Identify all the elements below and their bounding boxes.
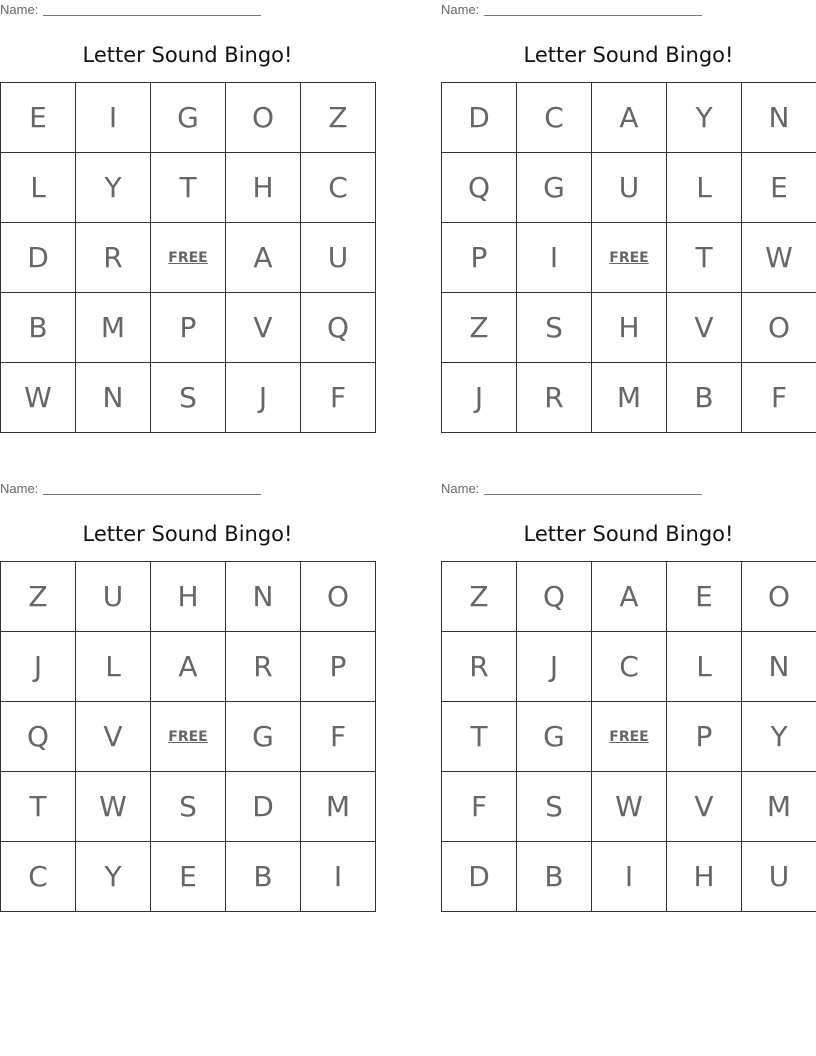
- grid-row: [442, 83, 816, 153]
- grid-row: [1, 153, 376, 223]
- grid-row: [442, 293, 816, 363]
- letter-cell[interactable]: M: [76, 293, 151, 363]
- letter-cell[interactable]: B: [226, 842, 301, 912]
- card-title: [441, 22, 816, 82]
- letter-cell[interactable]: P: [667, 702, 742, 772]
- letter-cell[interactable]: D: [1, 223, 76, 293]
- grid-row: [442, 842, 816, 912]
- letter-cell[interactable]: N: [742, 83, 816, 153]
- letter-cell[interactable]: S: [151, 772, 226, 842]
- letter-cell[interactable]: T: [151, 153, 226, 223]
- grid-row: [1, 562, 376, 632]
- grid-row: [442, 223, 816, 293]
- letter-cell[interactable]: D: [226, 772, 301, 842]
- letter-cell[interactable]: T: [1, 772, 76, 842]
- grid-row: [442, 702, 816, 772]
- bingo-card-3: [0, 479, 375, 912]
- grid-row: [1, 772, 376, 842]
- letter-cell[interactable]: Q: [517, 562, 592, 632]
- bingo-grid: [441, 561, 816, 912]
- letter-cell[interactable]: G: [517, 153, 592, 223]
- letter-cell[interactable]: T: [442, 702, 517, 772]
- letter-cell[interactable]: I: [592, 842, 667, 912]
- letter-cell[interactable]: W: [1, 363, 76, 433]
- letter-cell[interactable]: S: [151, 363, 226, 433]
- card-title-text: Letter Sound Bingo!: [523, 522, 734, 546]
- letter-cell[interactable]: O: [226, 83, 301, 153]
- letter-cell[interactable]: Z: [442, 293, 517, 363]
- letter-cell[interactable]: A: [226, 223, 301, 293]
- letter-cell[interactable]: I: [76, 83, 151, 153]
- letter-cell[interactable]: I: [301, 842, 376, 912]
- letter-cell[interactable]: G: [226, 702, 301, 772]
- letter-cell[interactable]: N: [742, 632, 816, 702]
- letter-cell[interactable]: O: [301, 562, 376, 632]
- letter-cell[interactable]: F: [301, 702, 376, 772]
- letter-cell[interactable]: J: [442, 363, 517, 433]
- bingo-card-4: [441, 479, 816, 912]
- letter-cell[interactable]: R: [517, 363, 592, 433]
- name-line: [441, 0, 816, 22]
- grid-row: [1, 842, 376, 912]
- letter-cell[interactable]: E: [1, 83, 76, 153]
- letter-cell[interactable]: V: [667, 772, 742, 842]
- grid-row: [1, 632, 376, 702]
- letter-cell[interactable]: G: [151, 83, 226, 153]
- letter-cell[interactable]: E: [667, 562, 742, 632]
- letter-cell[interactable]: C: [1, 842, 76, 912]
- letter-cell[interactable]: Q: [442, 153, 517, 223]
- letter-cell[interactable]: O: [742, 293, 816, 363]
- letter-cell[interactable]: D: [442, 83, 517, 153]
- letter-cell[interactable]: Y: [667, 83, 742, 153]
- letter-cell[interactable]: J: [517, 632, 592, 702]
- letter-cell[interactable]: O: [742, 562, 816, 632]
- bingo-grid: [0, 561, 376, 912]
- letter-cell[interactable]: S: [517, 293, 592, 363]
- letter-cell[interactable]: R: [442, 632, 517, 702]
- letter-cell[interactable]: U: [742, 842, 816, 912]
- letter-cell[interactable]: P: [442, 223, 517, 293]
- letter-cell[interactable]: B: [1, 293, 76, 363]
- letter-cell[interactable]: A: [592, 83, 667, 153]
- letter-cell[interactable]: F: [301, 363, 376, 433]
- letter-cell[interactable]: H: [226, 153, 301, 223]
- letter-cell[interactable]: W: [76, 772, 151, 842]
- letter-cell[interactable]: U: [592, 153, 667, 223]
- letter-cell[interactable]: V: [667, 293, 742, 363]
- name-label: Name:: [441, 481, 480, 496]
- bingo-grid: [441, 82, 816, 433]
- card-title: [0, 22, 375, 82]
- grid-row: [442, 772, 816, 842]
- bingo-grid: [0, 82, 376, 433]
- grid-row: [442, 363, 816, 433]
- card-title-text: Letter Sound Bingo!: [82, 43, 293, 67]
- card-title: [0, 501, 375, 561]
- grid-row: [442, 632, 816, 702]
- letter-cell[interactable]: L: [667, 632, 742, 702]
- name-line: [441, 479, 816, 501]
- letter-cell[interactable]: Y: [742, 702, 816, 772]
- card-title-text: Letter Sound Bingo!: [523, 43, 734, 67]
- name-field[interactable]: [484, 0, 702, 16]
- letter-cell[interactable]: U: [301, 223, 376, 293]
- letter-cell[interactable]: L: [667, 153, 742, 223]
- letter-cell[interactable]: L: [76, 632, 151, 702]
- letter-cell[interactable]: G: [517, 702, 592, 772]
- grid-row: [1, 702, 376, 772]
- name-label: Name:: [0, 481, 39, 496]
- letter-cell[interactable]: R: [226, 632, 301, 702]
- letter-cell[interactable]: F: [442, 772, 517, 842]
- letter-cell[interactable]: M: [742, 772, 816, 842]
- letter-cell[interactable]: C: [517, 83, 592, 153]
- free-space[interactable]: FREE: [151, 702, 226, 772]
- letter-cell[interactable]: J: [226, 363, 301, 433]
- grid-row: [1, 293, 376, 363]
- letter-cell[interactable]: N: [226, 562, 301, 632]
- letter-cell[interactable]: H: [151, 562, 226, 632]
- letter-cell[interactable]: D: [442, 842, 517, 912]
- letter-cell[interactable]: H: [592, 293, 667, 363]
- letter-cell[interactable]: Y: [76, 842, 151, 912]
- letter-cell[interactable]: M: [592, 363, 667, 433]
- letter-cell[interactable]: E: [742, 153, 816, 223]
- card-title-text: Letter Sound Bingo!: [82, 522, 293, 546]
- letter-cell[interactable]: L: [1, 153, 76, 223]
- name-line: [0, 479, 375, 501]
- letter-cell[interactable]: W: [592, 772, 667, 842]
- bingo-card-1: [0, 0, 375, 433]
- grid-row: [1, 223, 376, 293]
- letter-cell[interactable]: J: [1, 632, 76, 702]
- letter-cell[interactable]: Q: [301, 293, 376, 363]
- name-field[interactable]: [43, 0, 261, 16]
- letter-cell[interactable]: Z: [301, 83, 376, 153]
- letter-cell[interactable]: I: [517, 223, 592, 293]
- name-field[interactable]: [43, 479, 261, 495]
- letter-cell[interactable]: Z: [442, 562, 517, 632]
- letter-cell[interactable]: U: [76, 562, 151, 632]
- free-space[interactable]: FREE: [151, 223, 226, 293]
- letter-cell[interactable]: T: [667, 223, 742, 293]
- name-field[interactable]: [484, 479, 702, 495]
- letter-cell[interactable]: C: [592, 632, 667, 702]
- card-title: [441, 501, 816, 561]
- letter-cell[interactable]: S: [517, 772, 592, 842]
- letter-cell[interactable]: H: [667, 842, 742, 912]
- name-label: Name:: [0, 2, 39, 17]
- free-space[interactable]: FREE: [592, 223, 667, 293]
- letter-cell[interactable]: Z: [1, 562, 76, 632]
- name-label: Name:: [441, 2, 480, 17]
- bingo-card-2: [441, 0, 816, 433]
- letter-cell[interactable]: B: [517, 842, 592, 912]
- grid-row: [442, 562, 816, 632]
- free-space[interactable]: FREE: [592, 702, 667, 772]
- letter-cell[interactable]: N: [76, 363, 151, 433]
- letter-cell[interactable]: R: [76, 223, 151, 293]
- letter-cell[interactable]: Q: [1, 702, 76, 772]
- letter-cell[interactable]: V: [76, 702, 151, 772]
- letter-cell[interactable]: V: [226, 293, 301, 363]
- grid-row: [1, 83, 376, 153]
- letter-cell[interactable]: W: [742, 223, 816, 293]
- letter-cell[interactable]: Y: [76, 153, 151, 223]
- letter-cell[interactable]: F: [742, 363, 816, 433]
- letter-cell[interactable]: A: [592, 562, 667, 632]
- letter-cell[interactable]: A: [151, 632, 226, 702]
- letter-cell[interactable]: M: [301, 772, 376, 842]
- letter-cell[interactable]: P: [151, 293, 226, 363]
- grid-row: [1, 363, 376, 433]
- letter-cell[interactable]: E: [151, 842, 226, 912]
- letter-cell[interactable]: C: [301, 153, 376, 223]
- letter-cell[interactable]: P: [301, 632, 376, 702]
- name-line: [0, 0, 375, 22]
- grid-row: [442, 153, 816, 223]
- letter-cell[interactable]: B: [667, 363, 742, 433]
